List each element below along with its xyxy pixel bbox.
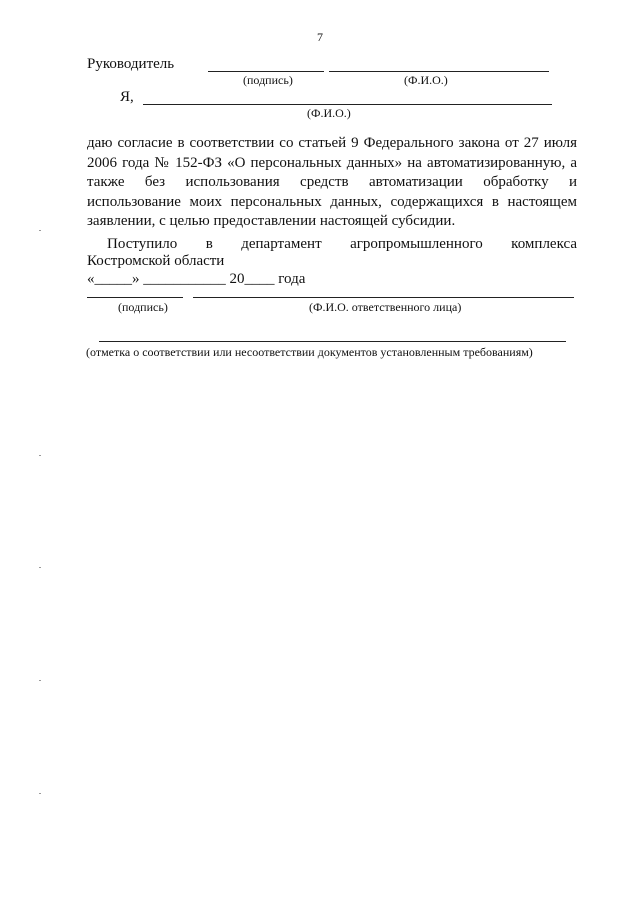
signature-caption: (подпись) [243, 73, 293, 87]
consent-paragraph [87, 134, 577, 232]
receipt-date-line: «_____» ___________ 20____ года [87, 271, 306, 287]
receipt-paragraph [87, 235, 577, 255]
signature-line [208, 71, 324, 72]
consent-prefix: Я, [120, 89, 134, 105]
name-line [329, 71, 549, 72]
page-number: 7 [317, 30, 323, 44]
scan-speck [39, 230, 41, 231]
receipt-official-caption: (Ф.И.О. ответственного лица) [309, 300, 462, 314]
consent-name-caption: (Ф.И.О.) [307, 106, 351, 120]
scan-speck [39, 567, 41, 568]
consent-line: заявлении, с целью предоставлении настоящей субсидии. [87, 213, 456, 229]
receipt-region: Костромской области [87, 253, 225, 269]
receipt-signature-caption: (подпись) [118, 300, 168, 314]
consent-line: также без использования средств автоматизации обработку и [87, 174, 577, 190]
scan-speck [39, 793, 41, 794]
scan-speck [39, 455, 41, 456]
consent-line: 2006 года № 152-ФЗ «О персональных данных» на автоматизированную, а [87, 154, 577, 171]
name-caption: (Ф.И.О.) [404, 73, 448, 87]
scan-speck [39, 680, 41, 681]
receipt-official-line [193, 297, 574, 298]
consent-line: даю согласие в соответствии со статьей 9 Федерального закона от 27 июля [87, 135, 577, 151]
consent-name-line [143, 104, 552, 105]
compliance-line [99, 341, 566, 342]
role-label: Руководитель [87, 56, 175, 72]
receipt-signature-line [87, 297, 183, 298]
compliance-caption: (отметка о соответствии или несоответствии документов установленным требованиям) [86, 345, 533, 359]
receipt-line: Поступило в департамент агропромышленного комплекса [107, 236, 577, 252]
consent-line: использование моих персональных данных, содержащихся в настоящем [87, 193, 577, 210]
